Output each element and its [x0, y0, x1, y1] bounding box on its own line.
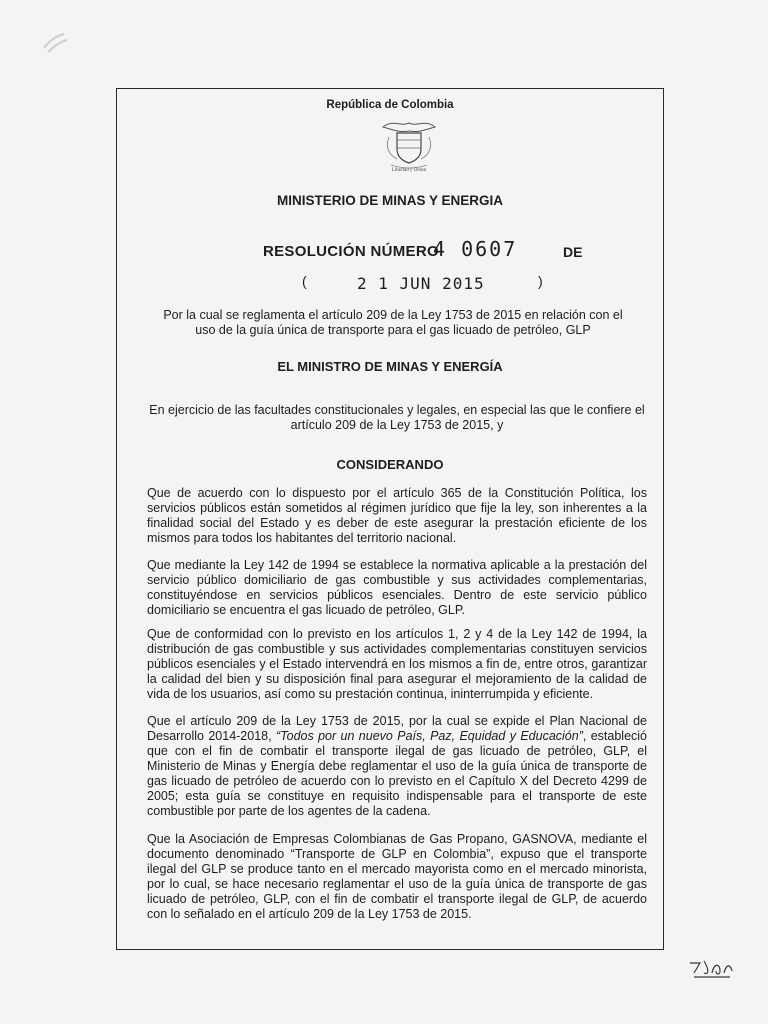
date-paren-close: )	[538, 273, 543, 289]
considering-paragraph-2: Que mediante la Ley 142 de 1994 se establece la normativa aplicable a la prestación del servicio público domiciliario de gas combustible y sus actividades complementarias, constituyéndose en servicios públicos esenciales. Dentro de este servicio público domiciliario se encuentra el gas licuado de petróleo, GLP.	[147, 558, 647, 617]
powers-statement: En ejercicio de las facultades constitucionales y legales, en especial las que le confiere el artículo 209 de la Ley 1753 de 2015, y	[149, 403, 645, 432]
resolution-de-label: DE	[563, 244, 583, 260]
resolution-label: RESOLUCIÓN NÚMERO	[263, 243, 439, 260]
considering-paragraph-1: Que de acuerdo con lo dispuesto por el artículo 365 de la Constitución Política, los servicios públicos están sometidos al régimen jurídico que fije la ley, son inherentes a la finalidad social del Estado y es deber de este asegurar la prestación eficiente de los mismos para todos los habitantes del territorio nacional.	[147, 486, 647, 545]
considering-heading: CONSIDERANDO	[336, 457, 444, 472]
resolution-subject: Por la cual se reglamenta el artículo 209 de la Ley 1753 de 2015 en relación con el uso de la guía única de transporte para el gas licuado de petróleo, GLP	[163, 308, 623, 337]
ministry-name: MINISTERIO DE MINAS Y ENERGIA	[276, 193, 504, 208]
considering-paragraph-4	[147, 714, 647, 819]
colombia-coat-of-arms-icon	[377, 117, 441, 173]
date-paren-open: (	[302, 273, 307, 289]
paragraph-4-text-b: , estableció que con el fin de combatir el transporte ilegal de gas licuado de petróleo, GLP, el Ministerio de Minas y Energía debe reglamentar el uso de la guía única de transporte de gas licuado de petróleo de acuerdo con lo previsto en el Capítulo X del Decreto 4299 de 2005; esta guía se constituye en requisito indispensable para el transporte de este combustible por parte de los agentes de la cadena.	[147, 729, 648, 818]
development-plan-title: “Todos por un nuevo País, Paz, Equidad y Educación”	[275, 729, 583, 743]
handwritten-initials-icon	[686, 955, 738, 979]
document-page	[116, 88, 664, 950]
resolution-number: 4 0607	[433, 237, 518, 261]
seal-motto: Libertad y Orden	[391, 168, 427, 173]
considering-paragraph-3: Que de conformidad con lo previsto en los artículos 1, 2 y 4 de la Ley 142 de 1994, la distribución de gas combustible y sus actividades complementarias constituyen servicios públicos esenciales y el Estado intervendrá en los mismos a fin de, entre otros, garantizar la calidad del bien y su disposición final para asegurar el mejoramiento de la calidad de vida de los usuarios, así como su prestación continua, ininterrumpida y eficiente.	[147, 627, 647, 701]
resolution-date-stamp: 2 1 JUN 2015	[357, 274, 485, 293]
country-name: República de Colombia	[326, 99, 454, 111]
scan-mark-icon	[40, 30, 70, 56]
considering-paragraph-5: Que la Asociación de Empresas Colombianas de Gas Propano, GASNOVA, mediante el documento denominado “Transporte de GLP en Colombia”, expuso que el transporte ilegal del GLP se produce tanto en el mercado mayorista como en el mercado minorista, por lo cual, se hace necesario reglamentar el uso de la guía única de transporte de gas licuado de petróleo, GLP, con el fin de combatir el transporte ilegal de GLP, de acuerdo con lo señalado en el artículo 209 de la Ley 1753 de 2015.	[147, 832, 647, 921]
paragraph-4-text-a: Que el artículo 209 de la Ley 1753 de 2015, por la cual se expide el Plan Nacional de Desarrollo 2014-2018,	[147, 714, 647, 743]
issuer-heading: EL MINISTRO DE MINAS Y ENERGÍA	[277, 359, 503, 374]
